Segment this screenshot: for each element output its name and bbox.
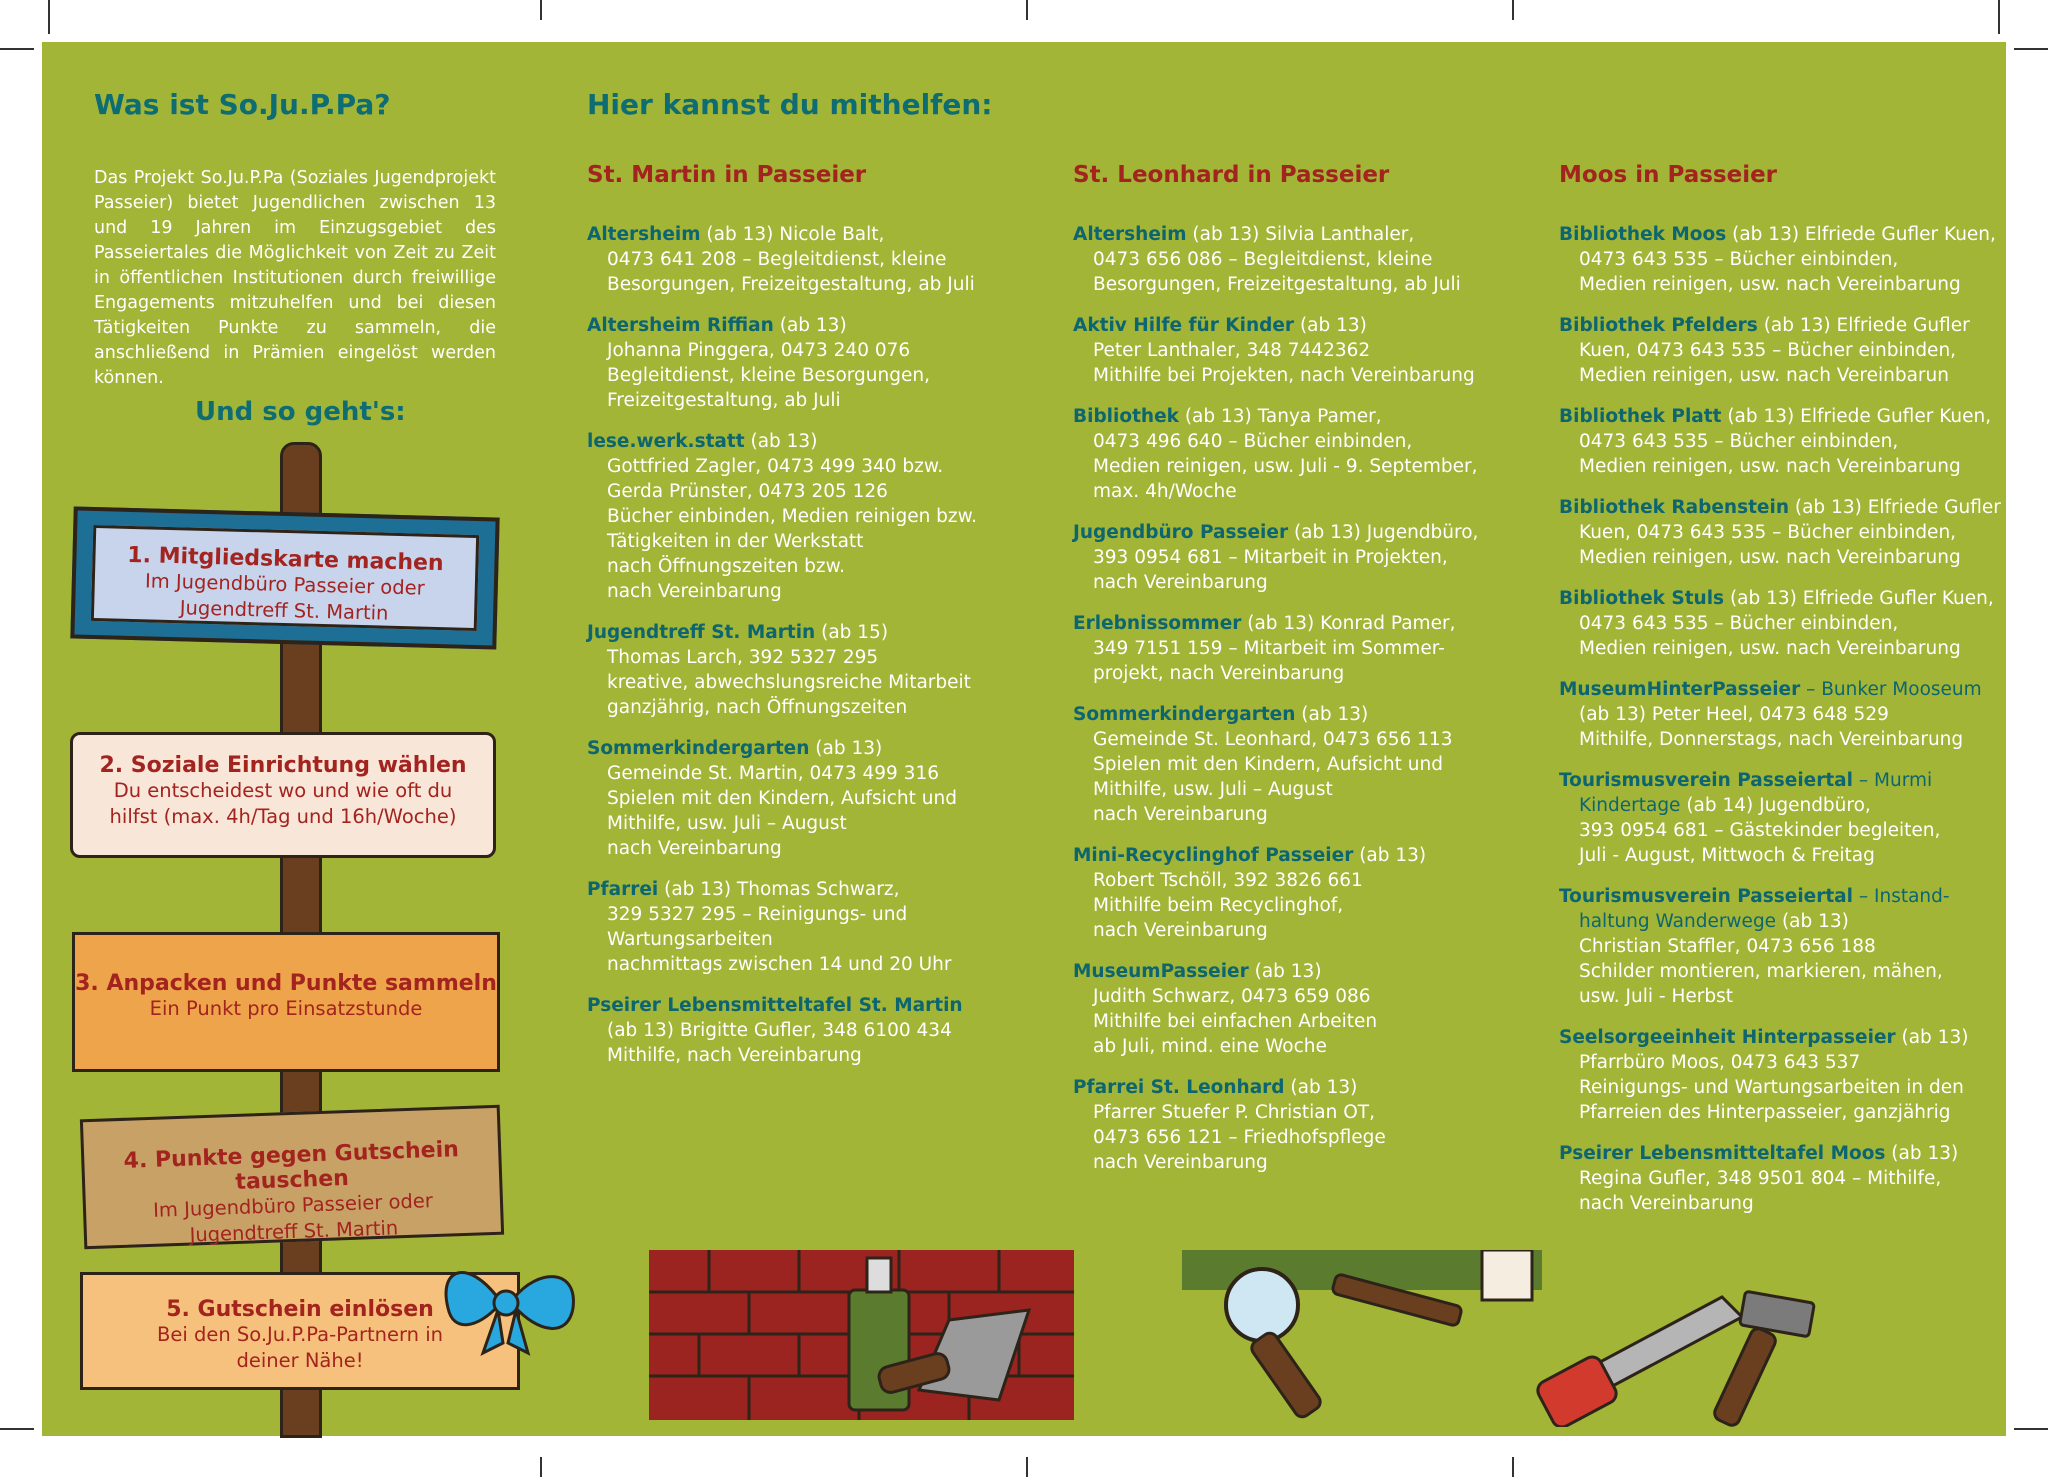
entry-subtitle: – Instand- [1853, 886, 1950, 907]
entry-first-line [587, 736, 1057, 761]
town-heading-st-martin: St. Martin in Passeier [587, 162, 867, 188]
entry-first-line [1559, 586, 2029, 611]
step-1-desc-1: Im Jugendbüro Passeier oder [144, 569, 425, 600]
brick-wall-trowel-illustration [649, 1250, 1074, 1420]
entry-detail-line: 0473 641 208 – Begleitdienst, kleine [607, 249, 947, 270]
volunteer-entry [1073, 702, 1543, 827]
intro-text: Das Projekt So.Ju.P.Pa (Soziales Jugendprojekt Passeier) bietet Jugendlichen zwischen 13 und 19 Jahren im Einzugsgebiet des Passeiertales die Möglichkeit von Zeit zu Zeit in öffentlichen Institutionen durch freiwillige Engagements mitzuhelfen und bei diesen Tätigkeiten Punkte zu sammeln, die anschließend in Prämien eingelöst werden können. [94, 168, 496, 388]
step-2-desc-2: hilfst (max. 4h/Tag und 16h/Woche) [109, 805, 457, 828]
entry-details-inline: (ab 13) [1295, 704, 1369, 725]
step-2-desc-1: Du entscheidest wo und wie oft du [113, 779, 453, 802]
entry-detail-line: nach Öffnungszeiten bzw. [607, 556, 845, 577]
entry-detail-line: Johanna Pinggera, 0473 240 076 [607, 340, 911, 361]
volunteer-entry [587, 620, 1057, 720]
entry-name: Bibliothek Stuls [1559, 588, 1725, 609]
entry-detail-line: Tätigkeiten in der Werkstatt [607, 531, 864, 552]
volunteer-entry [1559, 1025, 2029, 1125]
step-sign-1 [70, 506, 499, 649]
entry-details-inline: (ab 13) Elfriede Gufler Kuen, [1726, 224, 1996, 245]
entry-detail-line: nach Vereinbarung [1093, 920, 1268, 941]
entry-first-line [1559, 677, 2029, 702]
entry-detail-line: 0473 643 535 – Bücher einbinden, [1579, 431, 1899, 452]
entry-detail-line: Regina Gufler, 348 9501 804 – Mithilfe, [1579, 1168, 1942, 1189]
entry-name: Bibliothek Moos [1559, 224, 1727, 245]
entry-detail-line: Gerda Prünster, 0473 205 126 [607, 481, 888, 502]
entry-detail-line: Gottfried Zagler, 0473 499 340 bzw. [607, 456, 944, 477]
entry-detail-line: 349 7151 159 – Mitarbeit im Sommer- [1093, 638, 1445, 659]
step-4-desc-1: Im Jugendbüro Passeier oder [152, 1189, 434, 1222]
entry-name: Bibliothek Platt [1559, 406, 1722, 427]
volunteer-entry [587, 313, 1057, 413]
entry-subtitle: – Bunker Mooseum [1800, 679, 1982, 700]
entry-details-inline: (ab 13) Elfriede Gufler Kuen, [1724, 588, 1994, 609]
entry-details-inline: (ab 13) Silvia Lanthaler, [1186, 224, 1415, 245]
step-sign-3 [72, 932, 500, 1072]
step-4-desc-2: Jugendtreff St. Martin [189, 1216, 399, 1247]
entry-name: Bibliothek Pfelders [1559, 315, 1758, 336]
step-5-desc-2: deiner Nähe! [236, 1349, 364, 1372]
entry-detail-line: Spielen mit den Kindern, Aufsicht und [607, 788, 957, 809]
step-sign-2 [70, 732, 496, 858]
entry-details-inline: (ab 13) [1895, 1027, 1969, 1048]
entry-name: Tourismusverein Passeiertal [1559, 770, 1854, 791]
entry-detail-line: Reinigungs- und Wartungsarbeiten in den [1579, 1077, 1964, 1098]
step-1-title: 1. Mitgliedskarte machen [127, 542, 444, 577]
volunteer-entry [1559, 677, 2029, 752]
entry-details-inline: (ab 15) [815, 622, 889, 643]
entry-first-line [1073, 843, 1543, 868]
entry-details-inline: (ab 13) [1248, 961, 1322, 982]
town-heading-moos: Moos in Passeier [1559, 162, 1778, 188]
crop-mark [0, 1428, 34, 1430]
entry-first-line [587, 993, 1057, 1018]
entries-st-leonhard [1073, 222, 1543, 1191]
entry-detail-line: Robert Tschöll, 392 3826 661 [1093, 870, 1363, 891]
entry-detail-line: nach Vereinbarung [1093, 1152, 1268, 1173]
entry-detail-line: nach Vereinbarung [1093, 804, 1268, 825]
entry-detail-line: Christian Staffler, 0473 656 188 [1579, 936, 1876, 957]
entry-name: Aktiv Hilfe für Kinder [1073, 315, 1295, 336]
entries-moos [1559, 222, 2029, 1232]
entry-first-line [1073, 611, 1543, 636]
crop-mark [1998, 0, 2000, 34]
entry-detail-line: Gemeinde St. Martin, 0473 499 316 [607, 763, 939, 784]
entry-name: Altersheim [587, 224, 701, 245]
entry-name: Jugendtreff St. Martin [587, 622, 816, 643]
entry-details-inline: (ab 13) Thomas Schwarz, [658, 879, 900, 900]
volunteer-entry [1559, 495, 2029, 570]
entry-detail-line: Kuen, 0473 643 535 – Bücher einbinden, [1579, 522, 1957, 543]
entry-detail-line: ab Juli, mind. eine Woche [1093, 1036, 1327, 1057]
entry-details-inline: (ab 13) Elfriede Gufler [1789, 497, 2001, 518]
entry-details-inline: (ab 13) [1885, 1143, 1959, 1164]
entry-detail-line: (ab 14) Jugendbüro, [1686, 795, 1871, 816]
entry-first-line [1559, 768, 2029, 793]
entry-first-line [587, 429, 1057, 454]
entry-detail-line: 0473 643 535 – Bücher einbinden, [1579, 249, 1899, 270]
step-4-title: 4. Punkte gegen Gutschein tauschen [123, 1137, 460, 1195]
entry-detail-line: Medien reinigen, usw. nach Vereinbarun [1579, 365, 1949, 386]
entry-name: Pseirer Lebensmitteltafel St. Martin [587, 995, 963, 1016]
entry-detail-line: 0473 656 121 – Friedhofspflege [1093, 1127, 1386, 1148]
volunteer-entry [587, 222, 1057, 297]
entry-detail-line: (ab 13) Peter Heel, 0473 648 529 [1579, 704, 1889, 725]
entry-name: Altersheim Riffian [587, 315, 774, 336]
entry-detail-line: Mithilfe bei Projekten, nach Vereinbarung [1093, 365, 1475, 386]
entry-detail-line: 393 0954 681 – Gästekinder begleiten, [1579, 820, 1941, 841]
entry-name: Pfarrei [587, 879, 659, 900]
entry-name: Altersheim [1073, 224, 1187, 245]
entry-first-line [1559, 404, 2029, 429]
crop-mark [540, 1457, 542, 1477]
entry-first-line [1559, 495, 2029, 520]
step-5-desc-1: Bei den So.Ju.P.Pa-Partnern in [156, 1323, 444, 1346]
entry-details-inline: (ab 13) Konrad Pamer, [1241, 613, 1456, 634]
step-1-desc-2: Jugendtreff St. Martin [179, 596, 389, 625]
entry-detail-line: Pfarrer Stuefer P. Christian OT, [1093, 1102, 1375, 1123]
entry-name: Sommerkindergarten [587, 738, 810, 759]
entry-detail-line: Begleitdienst, kleine Besorgungen, [607, 365, 930, 386]
entry-first-line [1073, 404, 1543, 429]
entry-details-inline: (ab 13) [1353, 845, 1427, 866]
entry-detail-line: 0473 656 086 – Begleitdienst, kleine [1093, 249, 1433, 270]
entry-detail-line: 393 0954 681 – Mitarbeit in Projekten, [1093, 547, 1448, 568]
entry-first-line [587, 620, 1057, 645]
entry-details-inline: (ab 13) [1284, 1077, 1358, 1098]
entry-detail-line: Thomas Larch, 392 5327 295 [607, 647, 879, 668]
step-2-title: 2. Soziale Einrichtung wählen [99, 753, 467, 778]
flyer-panel [42, 42, 2006, 1436]
entry-details-inline: (ab 13) Nicole Balt, [700, 224, 885, 245]
entry-name: MuseumPasseier [1073, 961, 1249, 982]
volunteer-entry [1073, 313, 1543, 388]
entry-detail-line: Peter Lanthaler, 348 7442362 [1093, 340, 1371, 361]
crop-mark [0, 48, 34, 50]
entry-detail-line: Medien reinigen, usw. nach Vereinbarung [1579, 547, 1961, 568]
entry-details-inline: (ab 13) [1294, 315, 1367, 336]
entry-detail-line: Mithilfe, nach Vereinbarung [607, 1045, 862, 1066]
entry-detail-line: Gemeinde St. Leonhard, 0473 656 113 [1093, 729, 1453, 750]
entry-name: Bibliothek [1073, 406, 1179, 427]
entry-detail-line: max. 4h/Woche [1093, 481, 1237, 502]
entry-first-line [1073, 520, 1543, 545]
entry-detail-line: Kuen, 0473 643 535 – Bücher einbinden, [1579, 340, 1957, 361]
entry-first-line [1073, 959, 1543, 984]
entry-details-inline: (ab 13) Elfriede Gufler [1757, 315, 1970, 336]
entry-detail-line: (ab 13) [1781, 911, 1849, 932]
crop-mark [1512, 1457, 1514, 1477]
entry-detail-line: ganzjährig, nach Öffnungszeiten [607, 697, 908, 718]
entry-first-line [1559, 313, 2029, 338]
entry-detail-line: nach Vereinbarung [607, 581, 782, 602]
step-5-title: 5. Gutschein einlösen [166, 1297, 434, 1322]
entry-detail-line: Besorgungen, Freizeitgestaltung, ab Juli [607, 274, 975, 295]
entry-subtitle-text: Kindertage [1579, 795, 1681, 816]
volunteer-entry [587, 993, 1057, 1068]
volunteer-entry [1073, 520, 1543, 595]
volunteer-entry [1073, 843, 1543, 943]
entry-subtitle: – Murmi [1853, 770, 1933, 791]
entry-detail-line: Pfarrbüro Moos, 0473 643 537 [1579, 1052, 1861, 1073]
crop-mark [48, 0, 50, 34]
volunteer-entry [587, 429, 1057, 604]
entry-detail-line: 0473 496 640 – Bücher einbinden, [1093, 431, 1413, 452]
saw-hammer-illustration [1532, 1267, 1832, 1427]
entry-details-inline: (ab 13) [809, 738, 883, 759]
entry-detail-line: Medien reinigen, usw. nach Vereinbarung [1579, 456, 1961, 477]
entry-name: Mini-Recyclinghof Passeier [1073, 845, 1354, 866]
volunteer-entry [1073, 959, 1543, 1059]
volunteer-entry [587, 877, 1057, 977]
entry-name: Bibliothek Rabenstein [1559, 497, 1789, 518]
entry-detail-line: Mithilfe, Donnerstags, nach Vereinbarung [1579, 729, 1964, 750]
entry-detail-line: nachmittags zwischen 14 und 20 Uhr [607, 954, 952, 975]
entry-detail-line: Medien reinigen, usw. nach Vereinbarung [1579, 274, 1961, 295]
step-3-desc-1: Ein Punkt pro Einsatzstunde [149, 997, 423, 1020]
volunteer-entry [587, 736, 1057, 861]
entry-first-line [1073, 313, 1543, 338]
entry-first-line [1073, 222, 1543, 247]
entry-details-inline: (ab 13) [773, 315, 847, 336]
step-3-title: 3. Anpacken und Punkte sammeln [75, 971, 497, 996]
entry-detail-line: kreative, abwechslungsreiche Mitarbeit [607, 672, 971, 693]
entry-detail-line: Medien reinigen, usw. nach Vereinbarung [1579, 638, 1961, 659]
volunteer-entry [1559, 404, 2029, 479]
entry-detail-line: 329 5327 295 – Reinigungs- und [607, 904, 908, 925]
entry-first-line [1559, 884, 2029, 909]
entry-detail-line: nach Vereinbarung [1579, 1193, 1754, 1214]
entry-subtitle-cont [1559, 793, 2029, 818]
entry-name: lese.werk.statt [587, 431, 745, 452]
entry-name: MuseumHinterPasseier [1559, 679, 1801, 700]
entry-detail-line: (ab 13) Brigitte Gufler, 348 6100 434 [607, 1020, 952, 1041]
crop-mark [1026, 0, 1028, 20]
crop-mark [2014, 1428, 2048, 1430]
volunteer-entry [1073, 1075, 1543, 1175]
entry-detail-line: Mithilfe bei einfachen Arbeiten [1093, 1011, 1378, 1032]
entry-detail-line: Pfarreien des Hinterpasseier, ganzjährig [1579, 1102, 1951, 1123]
entries-st-martin [587, 222, 1057, 1084]
entry-detail-line: 0473 643 535 – Bücher einbinden, [1579, 613, 1899, 634]
entry-first-line [1559, 222, 2029, 247]
volunteer-entry [1559, 222, 2029, 297]
step-sign-1-inner [91, 525, 479, 631]
entry-first-line [1073, 1075, 1543, 1100]
entry-first-line [587, 313, 1057, 338]
volunteer-entry [1073, 404, 1543, 504]
entry-detail-line: Mithilfe, usw. Juli – August [607, 813, 847, 834]
entry-name: Erlebnissommer [1073, 613, 1242, 634]
entry-first-line [1559, 1141, 2029, 1166]
entry-details-inline: (ab 13) [744, 431, 818, 452]
entry-detail-line: Besorgungen, Freizeitgestaltung, ab Juli [1093, 274, 1461, 295]
entry-name: Pfarrei St. Leonhard [1073, 1077, 1285, 1098]
entry-name: Tourismusverein Passeiertal [1559, 886, 1854, 907]
step-sign-4 [80, 1105, 504, 1250]
volunteer-entry [1559, 586, 2029, 661]
volunteer-entry [1073, 222, 1543, 297]
entry-name: Jugendbüro Passeier [1073, 522, 1289, 543]
entry-detail-line: Wartungsarbeiten [607, 929, 773, 950]
magnifier-tools-illustration [1182, 1250, 1542, 1430]
entry-first-line [587, 877, 1057, 902]
volunteer-entry [1559, 884, 2029, 1009]
howto-title: Und so geht's: [195, 397, 406, 427]
entry-details-inline: (ab 13) Tanya Pamer, [1178, 406, 1382, 427]
entry-detail-line: nach Vereinbarung [1093, 572, 1268, 593]
entry-detail-line: Bücher einbinden, Medien reinigen bzw. [607, 506, 977, 527]
entry-detail-line: Medien reinigen, usw. Juli - 9. September, [1093, 456, 1478, 477]
crop-mark [1026, 1457, 1028, 1477]
volunteer-entry [1559, 1141, 2029, 1216]
blue-bow-illustration [428, 1248, 588, 1358]
intro-title: Was ist So.Ju.P.Pa? [94, 88, 391, 121]
help-title: Hier kannst du mithelfen: [587, 88, 993, 121]
entry-first-line [587, 222, 1057, 247]
entry-details-inline: (ab 13) Jugendbüro, [1288, 522, 1479, 543]
volunteer-entry [1559, 313, 2029, 388]
entry-detail-line: nach Vereinbarung [607, 838, 782, 859]
entry-name: Pseirer Lebensmitteltafel Moos [1559, 1143, 1886, 1164]
entry-detail-line: projekt, nach Vereinbarung [1093, 663, 1345, 684]
volunteer-entry [1559, 768, 2029, 868]
entry-name: Sommerkindergarten [1073, 704, 1296, 725]
entry-detail-line: Mithilfe, usw. Juli – August [1093, 779, 1333, 800]
crop-mark [1512, 0, 1514, 20]
entry-detail-line: Spielen mit den Kindern, Aufsicht und [1093, 754, 1443, 775]
entry-first-line [1073, 702, 1543, 727]
entry-detail-line: Judith Schwarz, 0473 659 086 [1093, 986, 1371, 1007]
entry-detail-line: Freizeitgestaltung, ab Juli [607, 390, 841, 411]
volunteer-entry [1073, 611, 1543, 686]
entry-subtitle-cont [1559, 909, 2029, 934]
entry-detail-line: usw. Juli - Herbst [1579, 986, 1733, 1007]
entry-subtitle-text: haltung Wanderwege [1579, 911, 1777, 932]
entry-detail-line: Mithilfe beim Recyclinghof, [1093, 895, 1344, 916]
crop-mark [540, 0, 542, 20]
town-heading-st-leonhard: St. Leonhard in Passeier [1073, 162, 1390, 188]
entry-details-inline: (ab 13) Elfriede Gufler Kuen, [1721, 406, 1992, 427]
crop-mark [2014, 48, 2048, 50]
entry-first-line [1559, 1025, 2029, 1050]
entry-detail-line: Schilder montieren, markieren, mähen, [1579, 961, 1943, 982]
entry-name: Seelsorgeeinheit Hinterpasseier [1559, 1027, 1896, 1048]
entry-detail-line: Juli - August, Mittwoch & Freitag [1579, 845, 1875, 866]
